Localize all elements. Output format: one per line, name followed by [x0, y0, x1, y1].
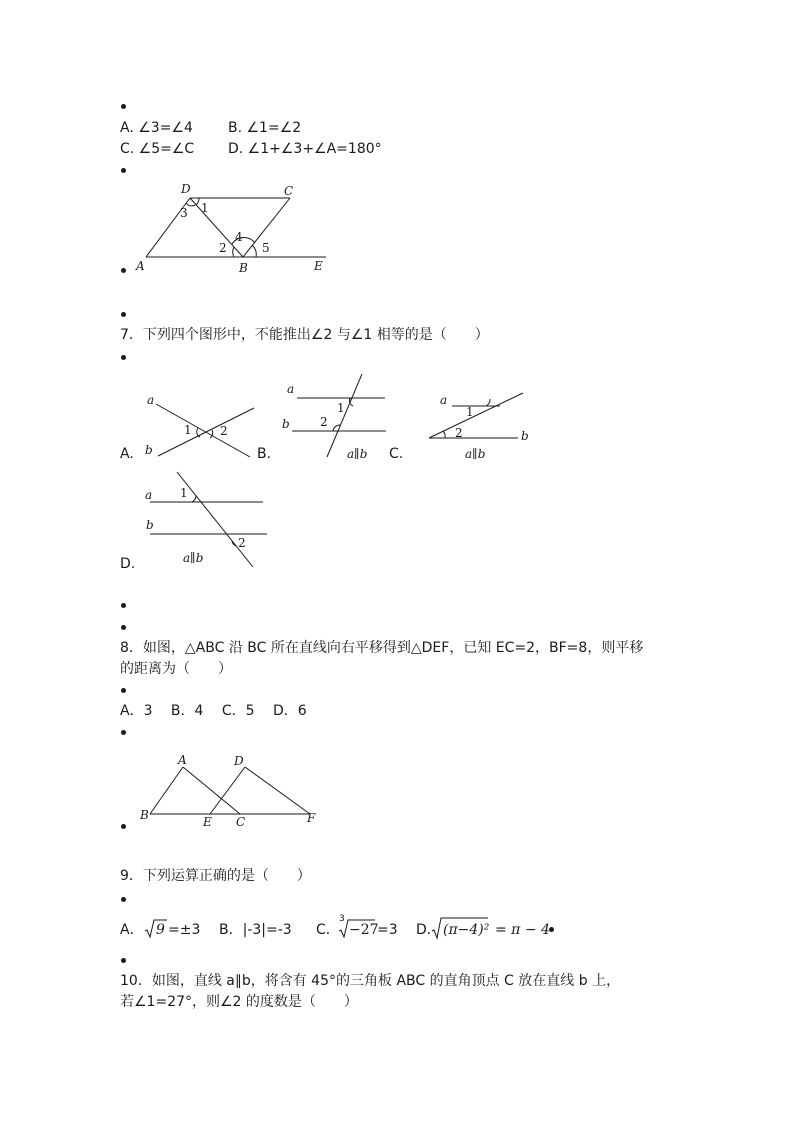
option-d-label: D．: [416, 922, 441, 938]
label-b: B: [140, 808, 149, 822]
label-b: b: [145, 443, 153, 457]
label-a: A: [136, 259, 145, 273]
option-d: D. ∠1+∠3+∠A=180°: [228, 141, 382, 157]
label-d: D: [234, 754, 244, 768]
label-b: b: [146, 518, 154, 532]
option-a-result: =±3: [168, 922, 201, 938]
label-a: A: [178, 753, 187, 767]
label-a: a: [287, 382, 295, 396]
angle-3: 3: [180, 206, 188, 220]
option-b: B. ∠1=∠2: [228, 120, 302, 136]
angle-2: 2: [455, 426, 463, 440]
option-b: B.: [257, 446, 272, 462]
option-a: A. ∠3=∠4: [120, 120, 193, 136]
label-c: C: [236, 815, 246, 829]
option-c-radicand: −27: [349, 922, 379, 938]
label-e: E: [314, 259, 323, 273]
option-b: B．|-3|=-3: [219, 922, 292, 938]
question-7-stem: 7．下列四个图形中，不能推出∠2 与∠1 相等的是（ ）: [120, 327, 489, 343]
label-b: b: [521, 429, 529, 443]
question-8-stem-line-1: 8．如图，△ABC 沿 BC 所在直线向右平移得到△DEF，已知 EC=2，BF=8，则平移: [120, 640, 644, 656]
option-a: A.: [120, 446, 134, 462]
option-c-index: 3: [339, 914, 345, 924]
question-8-stem-line-2: 的距离为（ ）: [120, 661, 232, 677]
label-b: b: [282, 417, 290, 431]
caption: a∥b: [465, 447, 486, 461]
label-f: F: [307, 811, 316, 825]
option-c-label: C．: [316, 922, 340, 938]
question-8-options: A．3 B．4 C．5 D．6: [120, 703, 307, 719]
angle-2: 2: [220, 424, 228, 438]
angle-2: 2: [320, 415, 328, 429]
caption: a∥b: [183, 551, 204, 565]
angle-1: 1: [184, 423, 192, 437]
option-a-label: A．: [120, 922, 144, 938]
angle-4: 4: [235, 230, 243, 244]
angle-1: 1: [180, 486, 188, 500]
angle-1: 1: [337, 401, 345, 415]
label-a: a: [145, 488, 153, 502]
option-d-result: = π − 4: [495, 922, 550, 938]
angle-2: 2: [219, 241, 227, 255]
label-e: E: [203, 815, 212, 829]
option-a-radicand: 9: [156, 922, 165, 938]
option-c-result: =3: [377, 922, 398, 938]
question-9-stem: 9．下列运算正确的是（ ）: [120, 868, 311, 884]
question-10-stem-line-1: 10．如图，直线 a∥b，将含有 45°的三角板 ABC 的直角顶点 C 放在直线 b 上，: [120, 973, 621, 989]
angle-2: 2: [238, 536, 246, 550]
label-c: C: [284, 184, 294, 198]
option-d-radicand: (π−4)²: [443, 922, 490, 938]
angle-1: 1: [466, 405, 474, 419]
label-b: B: [239, 261, 248, 275]
label-a: a: [440, 393, 448, 407]
label-a: a: [147, 393, 155, 407]
caption: a∥b: [347, 447, 368, 461]
angle-1: 1: [201, 201, 209, 215]
label-d: D: [181, 182, 191, 196]
option-c: C.: [389, 446, 404, 462]
list-bullet: [121, 958, 126, 963]
option-d: D.: [120, 556, 136, 572]
angle-5: 5: [262, 241, 270, 255]
option-c: C. ∠5=∠C: [120, 141, 195, 157]
question-10-stem-line-2: 若∠1=27°，则∠2 的度数是（ ）: [120, 994, 358, 1010]
list-bullet: [121, 897, 126, 902]
